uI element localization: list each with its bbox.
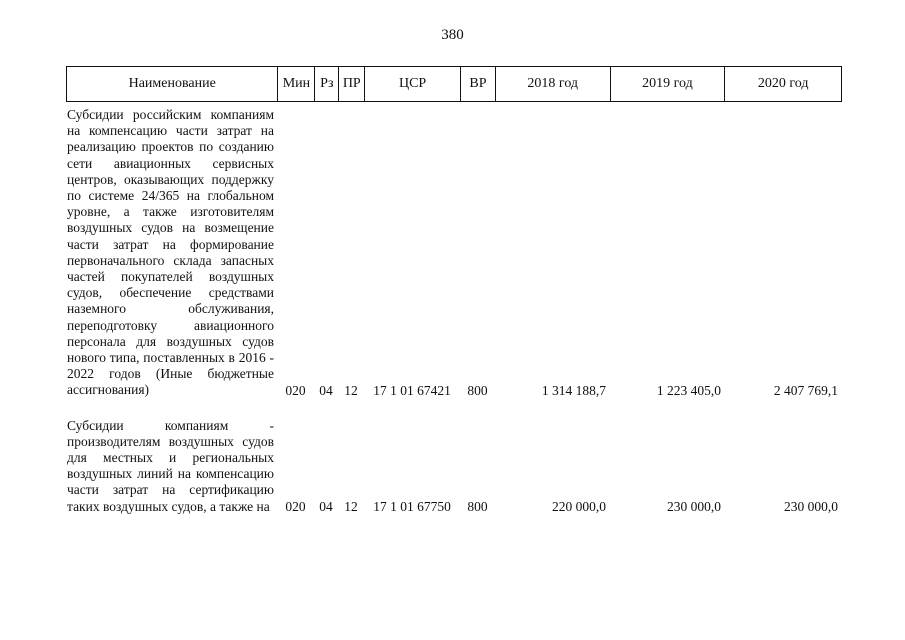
header-pr: ПР (338, 67, 364, 101)
row-2020: 2 407 769,1 (773, 382, 838, 398)
row-2018: 1 314 188,7 (541, 382, 606, 398)
row-name: Субсидии компаниям - производителям воздушных судов для местных и региональных воздушных линий на компенсацию части затрат на сертификацию таких воздушных судов, а также на (67, 417, 274, 514)
row-min: 020 (285, 382, 306, 398)
header-2018: 2018 год (495, 67, 610, 101)
page-number: 380 (441, 27, 464, 43)
table-header (66, 66, 842, 102)
header-name: Наименование (128, 76, 216, 91)
header-2020: 2020 год (724, 67, 841, 101)
row-2020: 230 000,0 (784, 498, 838, 514)
budget-table (66, 66, 842, 515)
table-row (66, 107, 842, 399)
header-vr: ВР (460, 67, 495, 101)
row-2019: 1 223 405,0 (656, 382, 721, 398)
row-name: Субсидии российским компаниям на компенсацию части затрат на реализацию проектов по созданию сети авиационных сервисных центров, оказывающих поддержку по системе 24/365 на глобальном уровне, а также изготовителям воздушных судов на возмещение части затрат на формирование первоначального склада запасных частей покупателей воздушных судов, обеспечение средствами наземного обслуживания, переподготовку авиационного персонала для воздушных судов нового типа, поставленных в 2016 - 2022 годов (Иные бюджетные ассигнования) (67, 107, 274, 398)
row-pr: 12 (344, 382, 358, 398)
row-min: 020 (285, 498, 306, 514)
table-row (66, 418, 842, 515)
row-pr: 12 (344, 498, 358, 514)
row-vr: 800 (467, 382, 488, 398)
row-rz: 04 (319, 498, 333, 514)
row-2019: 230 000,0 (667, 498, 721, 514)
row-rz: 04 (319, 382, 333, 398)
row-csr: 17 1 01 67421 (373, 382, 451, 398)
row-2018: 220 000,0 (552, 498, 606, 514)
header-2019: 2019 год (610, 67, 725, 101)
header-min: Мин (277, 67, 314, 101)
row-csr: 17 1 01 67750 (373, 498, 451, 514)
row-vr: 800 (467, 498, 488, 514)
header-csr: ЦСР (364, 67, 460, 101)
header-rz: Рз (314, 67, 338, 101)
